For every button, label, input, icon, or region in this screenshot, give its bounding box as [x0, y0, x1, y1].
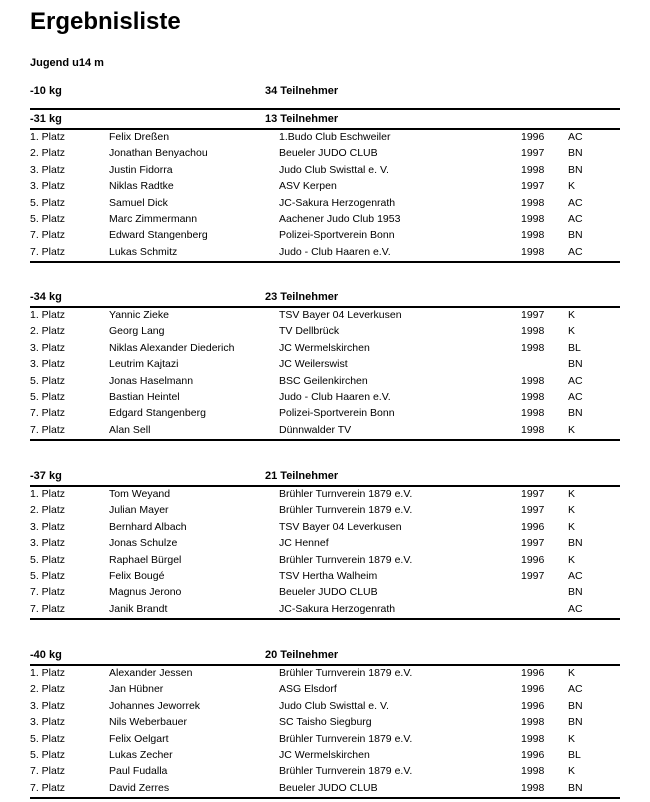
placement-cell: 7. Platz — [30, 586, 66, 599]
placement-cell: 5. Platz — [30, 748, 66, 761]
placement-cell: 5. Platz — [30, 390, 66, 403]
athlete-name-cell: Felix Dreßen — [109, 131, 170, 143]
athlete-name-cell: Marc Zimmermann — [109, 212, 198, 225]
club-cell: Polizei-Sportverein Bonn — [279, 229, 395, 242]
weight-class-section — [30, 82, 620, 100]
placement-cell: 3. Platz — [30, 699, 66, 712]
table-row — [30, 748, 620, 764]
birth-year-cell: 1998 — [521, 163, 545, 176]
region-cell: AC — [568, 683, 583, 696]
birth-year-cell: 1998 — [521, 423, 545, 436]
club-cell: TV Dellbrück — [279, 325, 340, 338]
region-cell: BN — [568, 358, 583, 371]
participant-count: 34 Teilnehmer — [265, 85, 339, 97]
table-row — [30, 699, 620, 715]
participant-count: 23 Teilnehmer — [265, 291, 339, 303]
results-table — [30, 666, 620, 799]
athlete-name-cell: Yannic Zieke — [109, 309, 169, 321]
table-row — [30, 228, 620, 244]
athlete-name-cell: Nils Weberbauer — [109, 716, 188, 729]
birth-year-cell: 1998 — [521, 781, 545, 794]
club-cell: Beueler JUDO CLUB — [279, 147, 378, 160]
placement-cell: 1. Platz — [30, 488, 66, 500]
club-cell: Judo - Club Haaren e.V. — [279, 245, 391, 258]
region-cell: BN — [568, 781, 583, 794]
club-cell: Judo Club Swisttal e. V. — [279, 163, 389, 176]
table-row — [30, 196, 620, 212]
athlete-name-cell: Georg Lang — [109, 325, 165, 338]
birth-year-cell: 1998 — [521, 212, 545, 225]
table-row — [30, 341, 620, 357]
region-cell: K — [568, 732, 576, 745]
club-cell: ASV Kerpen — [279, 180, 337, 193]
region-cell: K — [568, 520, 576, 533]
club-cell: Beueler JUDO CLUB — [279, 781, 378, 794]
club-cell: Beueler JUDO CLUB — [279, 586, 378, 599]
region-cell: AC — [568, 245, 583, 258]
table-row — [30, 553, 620, 569]
weight-class-label: -10 kg — [30, 85, 62, 97]
birth-year-cell: 1996 — [521, 131, 545, 143]
athlete-name-cell: Lukas Schmitz — [109, 245, 178, 258]
participant-count: 21 Teilnehmer — [265, 470, 339, 482]
results-table — [30, 487, 620, 620]
birth-year-cell: 1996 — [521, 683, 545, 696]
birth-year-cell: 1997 — [521, 537, 545, 550]
club-cell: Judo - Club Haaren e.V. — [279, 390, 391, 403]
club-cell: ASG Elsdorf — [279, 683, 337, 696]
athlete-name-cell: Bastian Heintel — [109, 390, 180, 403]
table-row — [30, 503, 620, 519]
table-row — [30, 715, 620, 731]
club-cell: Polizei-Sportverein Bonn — [279, 407, 395, 420]
weight-class-header — [30, 108, 620, 130]
region-cell: BN — [568, 537, 583, 550]
table-row — [30, 682, 620, 698]
participant-count: 20 Teilnehmer — [265, 649, 339, 661]
results-table — [30, 130, 620, 263]
birth-year-cell: 1997 — [521, 488, 545, 500]
table-row — [30, 487, 620, 503]
placement-cell: 3. Platz — [30, 341, 66, 354]
club-cell: Brühler Turnverein 1879 e.V. — [279, 732, 413, 745]
placement-cell: 3. Platz — [30, 716, 66, 729]
birth-year-cell: 1996 — [521, 667, 545, 679]
table-row — [30, 308, 620, 324]
placement-cell: 7. Platz — [30, 781, 66, 794]
athlete-name-cell: Niklas Alexander Diederich — [109, 341, 235, 354]
placement-cell: 7. Platz — [30, 765, 66, 778]
table-row — [30, 130, 620, 146]
weight-class-section — [30, 467, 620, 620]
athlete-name-cell: Felix Oelgart — [109, 732, 169, 745]
athlete-name-cell: Raphael Bürgel — [109, 553, 182, 566]
placement-cell: 5. Platz — [30, 196, 66, 209]
athlete-name-cell: Alan Sell — [109, 423, 151, 436]
weight-class-label: -37 kg — [30, 470, 62, 482]
birth-year-cell: 1997 — [521, 569, 545, 582]
placement-cell: 3. Platz — [30, 163, 66, 176]
region-cell: K — [568, 504, 576, 517]
club-cell: Dünnwalder TV — [279, 423, 352, 436]
birth-year-cell: 1996 — [521, 748, 545, 761]
athlete-name-cell: David Zerres — [109, 781, 170, 794]
club-cell: Judo Club Swisttal e. V. — [279, 699, 389, 712]
region-cell: AC — [568, 196, 583, 209]
region-cell: K — [568, 423, 576, 436]
placement-cell: 5. Platz — [30, 374, 66, 387]
table-row — [30, 179, 620, 195]
weight-class-label: -40 kg — [30, 649, 62, 661]
club-cell: TSV Hertha Walheim — [279, 569, 378, 582]
placement-cell: 2. Platz — [30, 147, 66, 160]
birth-year-cell: 1998 — [521, 325, 545, 338]
birth-year-cell: 1998 — [521, 229, 545, 242]
placement-cell: 1. Platz — [30, 667, 66, 679]
athlete-name-cell: Magnus Jerono — [109, 586, 182, 599]
table-row — [30, 666, 620, 682]
region-cell: AC — [568, 569, 583, 582]
weight-class-section — [30, 646, 620, 799]
placement-cell: 3. Platz — [30, 358, 66, 371]
birth-year-cell: 1998 — [521, 732, 545, 745]
results-table — [30, 308, 620, 441]
athlete-name-cell: Johannes Jeworrek — [109, 699, 201, 712]
table-row — [30, 781, 620, 797]
athlete-name-cell: Jonathan Benyachou — [109, 147, 208, 160]
weight-class-header — [30, 288, 620, 308]
athlete-name-cell: Leutrim Kajtazi — [109, 358, 179, 371]
placement-cell: 7. Platz — [30, 602, 66, 615]
athlete-name-cell: Felix Bougé — [109, 569, 165, 582]
club-cell: TSV Bayer 04 Leverkusen — [279, 309, 402, 321]
athlete-name-cell: Jan Hübner — [109, 683, 164, 696]
birth-year-cell: 1998 — [521, 765, 545, 778]
club-cell: JC Wermelskirchen — [279, 341, 370, 354]
table-row — [30, 390, 620, 406]
club-cell: TSV Bayer 04 Leverkusen — [279, 520, 402, 533]
region-cell: AC — [568, 390, 583, 403]
birth-year-cell: 1998 — [521, 196, 545, 209]
birth-year-cell: 1996 — [521, 553, 545, 566]
athlete-name-cell: Edgard Stangenberg — [109, 407, 206, 420]
weight-class-label: -34 kg — [30, 291, 62, 303]
placement-cell: 1. Platz — [30, 309, 66, 321]
region-cell: AC — [568, 131, 583, 143]
athlete-name-cell: Paul Fudalla — [109, 765, 168, 778]
athlete-name-cell: Tom Weyand — [109, 488, 171, 500]
table-row — [30, 245, 620, 261]
club-cell: JC-Sakura Herzogenrath — [279, 602, 396, 615]
birth-year-cell: 1997 — [521, 309, 545, 321]
placement-cell: 5. Platz — [30, 553, 66, 566]
table-row — [30, 406, 620, 422]
age-group-heading: Jugend u14 m — [30, 57, 104, 69]
athlete-name-cell: Alexander Jessen — [109, 667, 193, 679]
placement-cell: 7. Platz — [30, 423, 66, 436]
region-cell: BN — [568, 586, 583, 599]
region-cell: BN — [568, 229, 583, 242]
weight-class-label: -31 kg — [30, 113, 62, 125]
region-cell: K — [568, 488, 576, 500]
athlete-name-cell: Samuel Dick — [109, 196, 168, 209]
athlete-name-cell: Justin Fidorra — [109, 163, 173, 176]
table-row — [30, 163, 620, 179]
club-cell: Brühler Turnverein 1879 e.V. — [279, 667, 413, 679]
page-title: Ergebnisliste — [30, 8, 181, 35]
placement-cell: 7. Platz — [30, 407, 66, 420]
table-row — [30, 146, 620, 162]
region-cell: BN — [568, 163, 583, 176]
region-cell: K — [568, 667, 576, 679]
placement-cell: 2. Platz — [30, 504, 66, 517]
table-row — [30, 520, 620, 536]
table-row — [30, 585, 620, 601]
club-cell: JC Wermelskirchen — [279, 748, 370, 761]
placement-cell: 3. Platz — [30, 520, 66, 533]
birth-year-cell: 1997 — [521, 180, 545, 193]
table-row — [30, 357, 620, 373]
athlete-name-cell: Jonas Schulze — [109, 537, 178, 550]
weight-class-header — [30, 646, 620, 666]
table-row — [30, 212, 620, 228]
birth-year-cell: 1996 — [521, 699, 545, 712]
region-cell: K — [568, 553, 576, 566]
birth-year-cell: 1998 — [521, 716, 545, 729]
table-row — [30, 374, 620, 390]
club-cell: BSC Geilenkirchen — [279, 374, 368, 387]
placement-cell: 3. Platz — [30, 537, 66, 550]
weight-class-section — [30, 108, 620, 263]
athlete-name-cell: Edward Stangenberg — [109, 229, 208, 242]
placement-cell: 5. Platz — [30, 732, 66, 745]
birth-year-cell: 1998 — [521, 390, 545, 403]
birth-year-cell: 1997 — [521, 504, 545, 517]
table-row — [30, 732, 620, 748]
birth-year-cell: 1998 — [521, 407, 545, 420]
placement-cell: 1. Platz — [30, 131, 66, 143]
club-cell: JC-Sakura Herzogenrath — [279, 196, 396, 209]
birth-year-cell: 1998 — [521, 341, 545, 354]
region-cell: AC — [568, 212, 583, 225]
region-cell: K — [568, 325, 576, 338]
region-cell: BN — [568, 716, 583, 729]
placement-cell: 5. Platz — [30, 212, 66, 225]
club-cell: Brühler Turnverein 1879 e.V. — [279, 488, 413, 500]
placement-cell: 5. Platz — [30, 569, 66, 582]
club-cell: Aachener Judo Club 1953 — [279, 212, 401, 225]
placement-cell: 7. Platz — [30, 245, 66, 258]
club-cell: JC Hennef — [279, 537, 329, 550]
athlete-name-cell: Bernhard Albach — [109, 520, 187, 533]
table-row — [30, 602, 620, 618]
participant-count: 13 Teilnehmer — [265, 113, 339, 125]
club-cell: Brühler Turnverein 1879 e.V. — [279, 765, 413, 778]
club-cell: 1.Budo Club Eschweiler — [279, 131, 391, 143]
region-cell: BN — [568, 147, 583, 160]
region-cell: K — [568, 180, 576, 193]
region-cell: K — [568, 765, 576, 778]
region-cell: BL — [568, 748, 581, 761]
athlete-name-cell: Niklas Radtke — [109, 180, 174, 193]
region-cell: BN — [568, 407, 583, 420]
club-cell: Brühler Turnverein 1879 e.V. — [279, 553, 413, 566]
athlete-name-cell: Lukas Zecher — [109, 748, 173, 761]
club-cell: SC Taisho Siegburg — [279, 716, 372, 729]
birth-year-cell: 1997 — [521, 147, 545, 160]
placement-cell: 2. Platz — [30, 325, 66, 338]
table-row — [30, 764, 620, 780]
placement-cell: 3. Platz — [30, 180, 66, 193]
club-cell: JC Weilerswist — [279, 358, 348, 371]
club-cell: Brühler Turnverein 1879 e.V. — [279, 504, 413, 517]
birth-year-cell: 1998 — [521, 374, 545, 387]
athlete-name-cell: Janik Brandt — [109, 602, 168, 615]
placement-cell: 2. Platz — [30, 683, 66, 696]
weight-class-header — [30, 82, 620, 100]
placement-cell: 7. Platz — [30, 229, 66, 242]
region-cell: AC — [568, 374, 583, 387]
birth-year-cell: 1996 — [521, 520, 545, 533]
table-row — [30, 569, 620, 585]
athlete-name-cell: Jonas Haselmann — [109, 374, 194, 387]
region-cell: BN — [568, 699, 583, 712]
table-row — [30, 324, 620, 340]
table-row — [30, 423, 620, 439]
birth-year-cell: 1998 — [521, 245, 545, 258]
table-row — [30, 536, 620, 552]
region-cell: BL — [568, 341, 581, 354]
region-cell: K — [568, 309, 576, 321]
weight-class-section — [30, 288, 620, 441]
athlete-name-cell: Julian Mayer — [109, 504, 169, 517]
region-cell: AC — [568, 602, 583, 615]
weight-class-header — [30, 467, 620, 487]
